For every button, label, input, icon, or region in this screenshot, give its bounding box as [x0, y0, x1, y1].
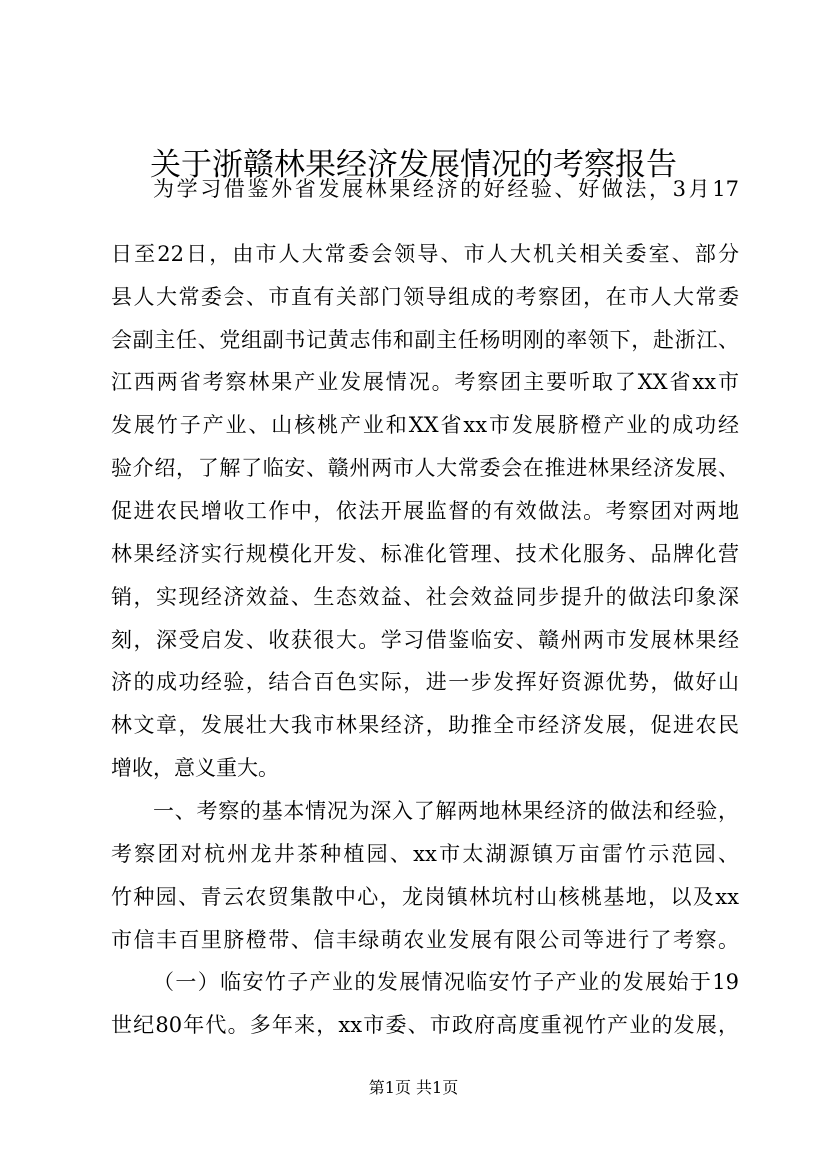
- paragraph-line: 增收，意义重大。: [111, 756, 279, 780]
- document-title: 关于浙赣林果经济发展情况的考察报告: [150, 147, 677, 183]
- paragraph-line: 世纪80年代。多年来，xx市委、市政府高度重视竹产业的发展，: [111, 1013, 739, 1037]
- page-footer: 第1页 共1页: [368, 1078, 459, 1097]
- paragraph-line: 会副主任、党组副书记黄志伟和副主任杨明刚的率领下，赴浙江、: [111, 328, 739, 352]
- paragraph-line: 林文章，发展壮大我市林果经济，助推全市经济发展，促进农民: [111, 713, 739, 737]
- paragraph-line: 刻，深受启发、收获很大。学习借鉴临安、赣州两市发展林果经: [111, 628, 739, 652]
- paragraph-line: 日至22日，由市人大常委会领导、市人大机关相关委室、部分: [111, 242, 739, 266]
- paragraph-line: 林果经济实行规模化开发、标准化管理、技术化服务、品牌化营: [111, 542, 739, 566]
- paragraph-line: 江西两省考察林果产业发展情况。考察团主要听取了XX省xx市: [111, 370, 739, 394]
- paragraph-line: 销，实现经济效益、生态效益、社会效益同步提升的做法印象深: [111, 585, 739, 609]
- paragraph-line: 市信丰百里脐橙带、信丰绿萌农业发展有限公司等进行了考察。: [111, 928, 739, 952]
- paragraph-line: 验介绍，了解了临安、赣州两市人大常委会在推进林果经济发展、: [111, 456, 739, 480]
- paragraph-line: （一）临安竹子产业的发展情况临安竹子产业的发展始于19: [153, 970, 739, 994]
- paragraph-line: 促进农民增收工作中，依法开展监督的有效做法。考察团对两地: [111, 499, 739, 523]
- paragraph-line: 竹种园、青云农贸集散中心，龙岗镇林坑村山核桃基地，以及xx: [111, 885, 739, 909]
- paragraph-line: 考察团对杭州龙井茶种植园、xx市太湖源镇万亩雷竹示范园、: [111, 842, 739, 866]
- paragraph-line: 发展竹子产业、山核桃产业和XX省xx市发展脐橙产业的成功经: [111, 413, 739, 437]
- paragraph-line: 县人大常委会、市直有关部门领导组成的考察团，在市人大常委: [111, 285, 739, 309]
- paragraph-line: 济的成功经验，结合百色实际，进一步发挥好资源优势，做好山: [111, 670, 739, 694]
- paragraph-line: 一、考察的基本情况为深入了解两地林果经济的做法和经验，: [153, 799, 739, 823]
- paragraph-line: 为学习借鉴外省发展林果经济的好经验、好做法，3月17: [153, 177, 739, 201]
